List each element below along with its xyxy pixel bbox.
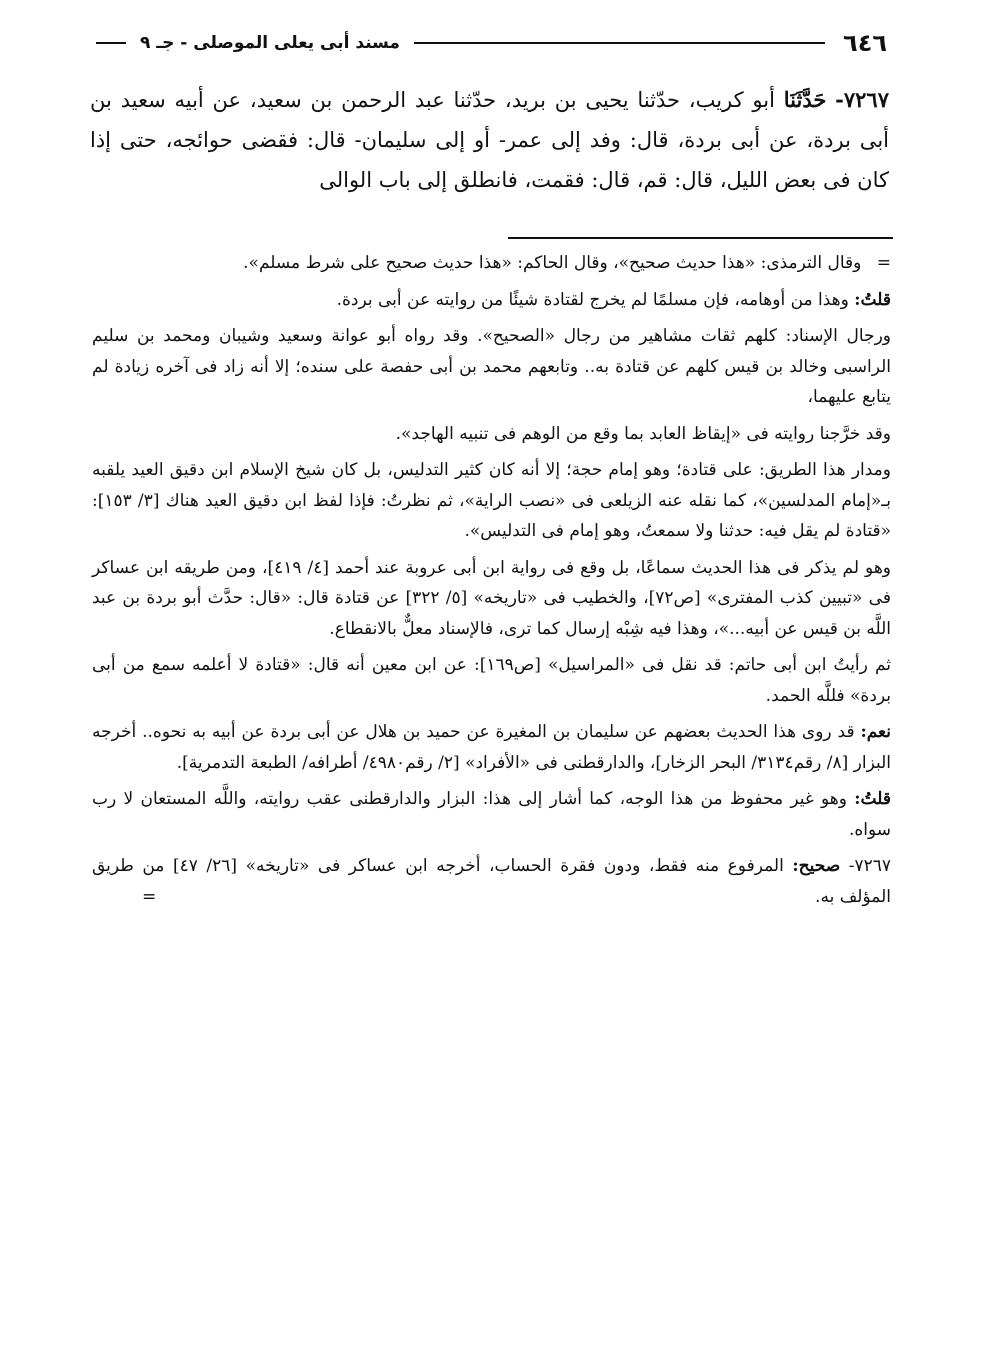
note-lead: نعم: (860, 722, 891, 742)
note-paragraph (92, 285, 891, 316)
hadith-text (90, 80, 889, 200)
note-paragraph (92, 650, 891, 711)
takhrij-text: المرفوع منه فقط، ودون فقرة الحساب، أخرجه ابن عساكر فى «تاريخه» [٢٦/ ٤٧] من طريق المؤلف به. (92, 856, 891, 907)
footnotes (92, 248, 891, 918)
grading-label: صحيح: (792, 856, 841, 876)
note-paragraph (92, 717, 891, 778)
page-number: ٦٤٦ (843, 29, 887, 57)
haddathana-word: حَدَّثَنَا (783, 87, 827, 112)
hadith-number: ٧٢٦٧- (835, 87, 889, 112)
header-rule (414, 42, 825, 44)
hadith-body: أبو كريب، حدّثنا يحيى بن بريد، حدّثنا عبد الرحمن بن سعيد، عن أبيه سعيد بن أبى بردة، عن أبى بردة، قال: وفد إلى عمر- أو إلى سليمان- قال: فقضى حوائجه، حتى إذا كان فى بعض الليل، قال: قم، قال: فقمت، فانطلق إلى باب الوالى (90, 88, 889, 192)
header-rule-end (96, 42, 126, 44)
note-text: ثم رأيتُ ابن أبى حاتم: قد نقل فى «المراسيل» [ص١٦٩]: عن ابن معين أنه قال: «قتادة لا أعلمه سمع من أبى بردة» فللَّه الحمد. (92, 655, 891, 706)
note-paragraph (92, 419, 891, 450)
note-text: وهذا من أوهامه، فإن مسلمًا لم يخرج لقتادة شيئًا من روايته عن أبى بردة. (336, 289, 849, 310)
continuation-mark: = (876, 253, 891, 273)
hadith-paragraph (90, 80, 889, 200)
page-header (88, 28, 887, 58)
note-paragraph (92, 321, 891, 413)
note-text: ورجال الإسناد: كلهم ثقات مشاهير من رجال «الصحيح». وقد رواه أبو عوانة وسعيد وشيبان ومحمد بن سليم الراسبى وخالد بن قيس كلهم عن قتادة به.. وتابعهم محمد بن أبى حفصة على سنده؛ إلا أنه زاد فى آخره زيادة لم يتابع عليهما، (92, 326, 891, 407)
note-text: ومدار هذا الطريق: على قتادة؛ وهو إمام حجة؛ إلا أنه كان كثير التدليس، بل كان شيخ الإسلام ابن دقيق العيد يلقبه بـ«إمام المدلسين»، كما نقله عنه الزيلعى فى «نصب الراية»، ثم نظرتُ: فإذا لفظ ابن دقيق العيد هناك [٣/ ١٥٣]: «قتادة لم يقل فيه: حدثنا ولا سمعتُ، وهو إمام فى التدليس». (92, 460, 891, 541)
takhrij-paragraph (92, 851, 891, 912)
note-text: وهو لم يذكر فى هذا الحديث سماعًا، بل وقع فى رواية ابن أبى عروبة عند أحمد [٤/ ٤١٩]، ومن طريقه ابن عساكر فى «تبيين كذب المفترى» [ص٧٢]، والخطيب فى «تاريخه» [٥/ ٣٢٢] عن قتادة قال: «قال: حدَّث أبو بردة بن عبد اللَّه بن قيس عن أبيه...»، وهذا فيه شِبْه إرسال كما ترى، فالإسناد معلٌّ بالانقطاع. (92, 557, 891, 639)
note-text: وقال الترمذى: «هذا حديث صحيح»، وقال الحاكم: «هذا حديث صحيح على شرط مسلم». (243, 253, 862, 273)
note-text: وهو غير محفوظ من هذا الوجه، كما أشار إلى هذا: البزار والدارقطنى عقب روايته، واللَّه المستعان لا رب سواه. (92, 789, 891, 840)
takhrij-number: ٧٢٦٧- (848, 856, 892, 876)
note-paragraph (92, 784, 891, 845)
end-continuation-mark: = (142, 886, 157, 907)
running-title: مسند أبى يعلى الموصلى - جـ ٩ (140, 33, 400, 53)
footnote-separator (508, 237, 893, 239)
note-lead: قلتُ: (854, 289, 891, 310)
note-paragraph (92, 248, 891, 279)
note-paragraph (92, 455, 891, 547)
note-paragraph (92, 553, 891, 645)
note-text: وقد خرَّجنا روايته فى «إيقاظ العابد بما وقع من الوهم فى تنبيه الهاجد». (395, 423, 891, 444)
note-text: قد روى هذا الحديث بعضهم عن سليمان بن المغيرة عن حميد بن هلال عن أبى بردة عن أبيه به نحوه.. أخرجه البزار [٨/ رقم٣١٣٤/ البحر الزخار]، والدارقطنى فى «الأفراد» [٢/ رقم٤٩٨٠/ أطرافه/ الطبعة التدمرية]. (92, 722, 891, 773)
note-lead: قلتُ: (854, 789, 891, 809)
